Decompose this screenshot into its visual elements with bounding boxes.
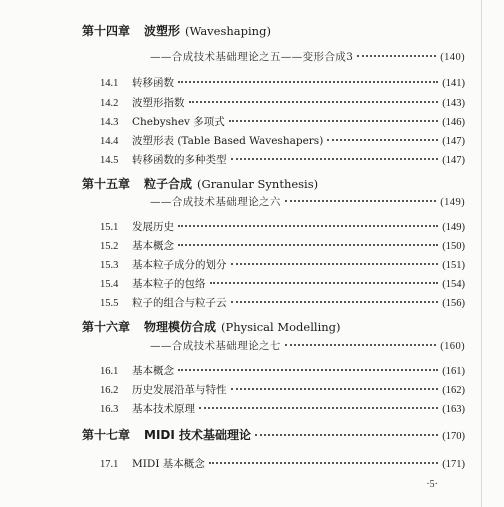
- dot-leader: [231, 291, 439, 303]
- section-number: 15.1: [100, 222, 119, 233]
- page-number: (143): [442, 98, 465, 109]
- section-number: 16.3: [100, 404, 119, 415]
- page-number: (149): [440, 197, 465, 208]
- section-entry: [100, 294, 465, 310]
- page-edge-line: [481, 0, 482, 507]
- page-number: (147): [442, 136, 465, 147]
- chapter-title: 粒子合成: [144, 177, 193, 191]
- section-number: 15.4: [100, 279, 119, 290]
- dot-leader: [210, 272, 439, 284]
- section-title: 基本粒子成分的划分: [132, 259, 227, 271]
- chapter-title: 物理模仿合成: [144, 320, 217, 334]
- section-title: 转移函数的多种类型: [132, 154, 227, 166]
- chapter-subtitle: ——合成技术基础理论之六: [150, 196, 281, 208]
- dot-leader: [255, 424, 438, 436]
- dot-leader: [231, 253, 439, 265]
- section-title: 粒子的组合与粒子云: [132, 297, 227, 309]
- section-title: 基本概念: [132, 365, 174, 377]
- page-number: (146): [442, 117, 465, 128]
- section-entry: [100, 381, 465, 397]
- section-title: 波塑形指数: [132, 97, 185, 109]
- section-entry: [100, 113, 465, 129]
- page-number: (149): [442, 222, 465, 233]
- page-number: (162): [442, 385, 465, 396]
- dot-leader: [285, 190, 436, 202]
- dot-leader: [209, 452, 438, 464]
- section-number: 16.2: [100, 385, 119, 396]
- page-number: (140): [440, 52, 465, 63]
- section-title: 发展历史: [132, 221, 174, 233]
- chapter-subtitle-row: [150, 337, 465, 353]
- section-title: 基本技术原理: [132, 403, 195, 415]
- section-entry: [100, 256, 465, 272]
- page-number: (154): [442, 279, 465, 290]
- dot-leader: [231, 378, 439, 390]
- section-title: 波塑形表 (Table Based Waveshapers): [132, 135, 324, 147]
- section-title: Chebyshev 多项式: [132, 116, 225, 128]
- chapter-heading: [82, 318, 465, 335]
- chapter-title: 波塑形: [144, 24, 181, 38]
- section-title: 历史发展沿革与特性: [132, 384, 227, 396]
- section-entry: [100, 362, 465, 378]
- section-title: 基本概念: [132, 240, 174, 252]
- chapter-number: 第十六章: [82, 320, 131, 334]
- page-number: (147): [442, 155, 465, 166]
- section-number: 14.2: [100, 98, 119, 109]
- section-number: 16.1: [100, 366, 119, 377]
- dot-leader: [178, 234, 438, 246]
- dot-leader: [357, 45, 436, 57]
- chapter-heading: [82, 426, 465, 443]
- page-number: (151): [442, 260, 465, 271]
- section-entry: [100, 218, 465, 234]
- section-title: 基本粒子的包络: [132, 278, 206, 290]
- footer-page-number: ·5·: [426, 479, 438, 490]
- section-entry: [100, 275, 465, 291]
- page-number: (156): [442, 298, 465, 309]
- section-entry: [100, 455, 465, 471]
- section-entry: [100, 94, 465, 110]
- section-title: 转移函数: [132, 77, 174, 89]
- chapter-english-title: (Waveshaping): [185, 24, 271, 38]
- chapter-subtitle: ——合成技术基础理论之七: [150, 340, 281, 352]
- section-entry: [100, 151, 465, 167]
- dot-leader: [178, 71, 438, 83]
- chapter-number: 第十四章: [82, 24, 131, 38]
- page-number: (141): [442, 78, 465, 89]
- chapter-english-title: (Physical Modelling): [221, 320, 341, 334]
- section-entry: [100, 74, 465, 90]
- chapter-subtitle: ——合成技术基础理论之五——变形合成3: [150, 51, 354, 63]
- dot-leader: [199, 397, 438, 409]
- section-entry: [100, 400, 465, 416]
- chapter-title: MIDI 技术基础理论: [144, 428, 252, 442]
- dot-leader: [327, 129, 438, 141]
- section-number: 15.2: [100, 241, 119, 252]
- chapter-subtitle-row: [150, 48, 465, 64]
- section-number: 15.5: [100, 298, 119, 309]
- page-number: (160): [440, 341, 465, 352]
- dot-leader: [285, 334, 436, 346]
- chapter-subtitle-row: [150, 193, 465, 209]
- page-number: (171): [442, 459, 465, 470]
- page-number: (170): [442, 431, 465, 442]
- chapter-english-title: (Granular Synthesis): [197, 177, 319, 191]
- chapter-number: 第十五章: [82, 177, 131, 191]
- page-number: (150): [442, 241, 465, 252]
- page-number: (161): [442, 366, 465, 377]
- section-title: MIDI 基本概念: [132, 458, 205, 470]
- dot-leader: [178, 215, 438, 227]
- dot-leader: [231, 148, 439, 160]
- section-entry: [100, 132, 465, 148]
- page-number: (163): [442, 404, 465, 415]
- dot-leader: [189, 91, 439, 103]
- chapter-heading: [82, 22, 465, 39]
- section-number: 14.1: [100, 78, 119, 89]
- chapter-number: 第十七章: [82, 428, 131, 442]
- section-entry: [100, 237, 465, 253]
- section-number: 14.3: [100, 117, 119, 128]
- section-number: 14.5: [100, 155, 119, 166]
- section-number: 15.3: [100, 260, 119, 271]
- section-number: 17.1: [100, 459, 119, 470]
- dot-leader: [178, 359, 438, 371]
- dot-leader: [229, 110, 438, 122]
- section-number: 14.4: [100, 136, 119, 147]
